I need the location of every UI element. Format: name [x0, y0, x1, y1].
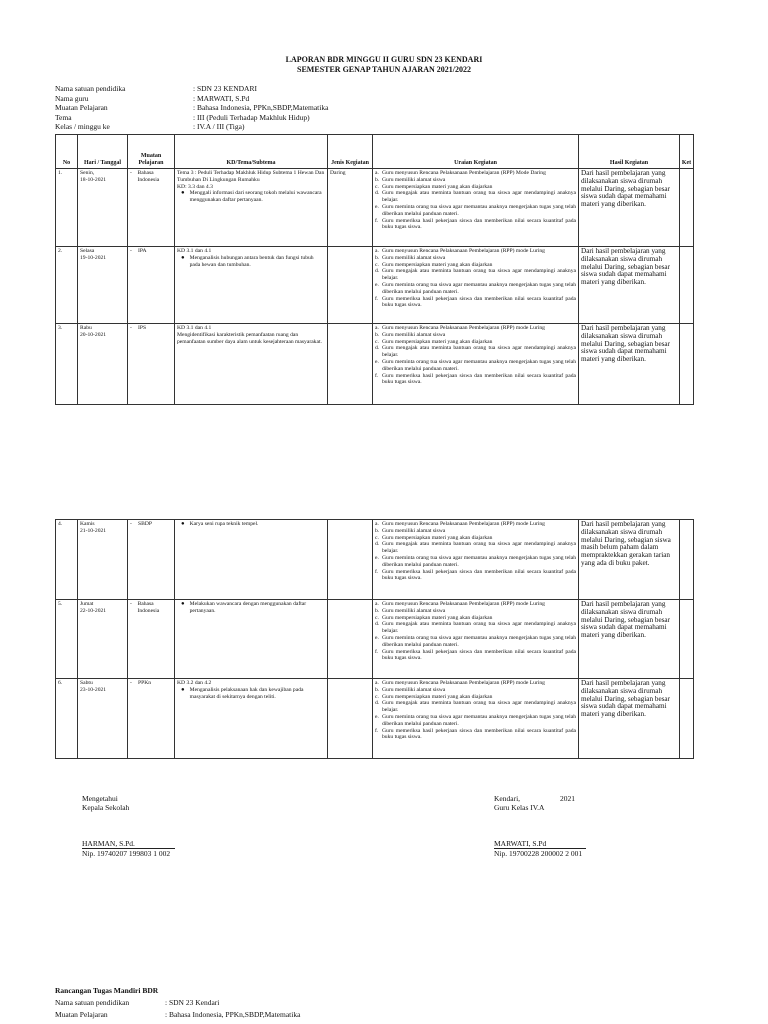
uraian-f: Guru memeriksa hasil pekerjaan siswa dan memberikan nilai secara kuantitaf pada buku tugas siswa. — [382, 568, 576, 582]
uraian-e: Guru meminta orang tua siswa agar memantau anaknya mengerjakan tugas yang telah diberikan melalui panduan materi. — [382, 634, 576, 648]
uraian-b: Guru memiliki alamat siswa — [382, 527, 446, 534]
day-name: Jumat — [80, 601, 94, 607]
uraian-c: Guru mempersiapkan materi yang akan diajarkan — [382, 183, 493, 190]
footer-value: : SDN 23 Kendari — [165, 998, 220, 1007]
header-no: No — [56, 135, 78, 169]
kd-bullet — [177, 687, 325, 701]
uraian-d: Guru mengajak atau meminta bantuan orang tua siswa agar mendampingi anaknya belajar. — [382, 621, 576, 635]
uraian-b: Guru memiliki alamat siswa — [382, 176, 446, 183]
info-row — [55, 122, 328, 132]
day-date: 23-10-2021 — [80, 686, 107, 693]
cell-kd — [175, 247, 328, 324]
footer-row — [55, 1009, 300, 1021]
cell-ket — [680, 169, 694, 247]
kd-bullet — [177, 190, 325, 204]
uraian-d: Guru mengajak atau meminta bantuan orang tua siswa agar mendampingi anaknya belajar. — [382, 268, 576, 282]
header-ket: Ket — [680, 135, 694, 169]
teacher-nip: Nip. 19700228 200002 2 001 — [494, 849, 583, 858]
day-date: 22-10-2021 — [80, 607, 107, 614]
cell-subject — [128, 520, 175, 600]
table-row — [56, 600, 694, 679]
subject-dash: - — [130, 325, 132, 331]
header-subject: Muatan Pelajaran — [128, 135, 175, 169]
bullet-icon: ● — [181, 190, 185, 197]
cell-day — [78, 169, 128, 247]
footer-label: Muatan Pelajaran — [55, 1010, 108, 1019]
table-row — [56, 520, 694, 600]
uraian-a: Guru menyusun Rencana Pelaksanaan Pembelajaran (RPP) mode Luring — [382, 325, 545, 331]
info-value: : IV.A / III (Tiga) — [193, 122, 245, 131]
info-row — [55, 84, 328, 94]
sign-right-line2: Guru Kelas IV.A — [494, 803, 545, 812]
footer-title: Rancangan Tugas Mandiri BDR — [55, 986, 159, 995]
cell-subject — [128, 600, 175, 679]
header-kd: KD/Tema/Subtema — [175, 135, 328, 169]
info-value: : Bahasa Indonesia, PPKn,SBDP,Matematika — [193, 103, 329, 112]
kd-text: KD 3.1 dan 4.1 — [177, 325, 212, 331]
subject-dash: - — [130, 521, 132, 527]
uraian-b: Guru memiliki alamat siswa — [382, 331, 446, 338]
report-table-page1 — [55, 134, 694, 405]
cell-ket — [680, 520, 694, 600]
cell-kd — [175, 600, 328, 679]
cell-day — [78, 520, 128, 600]
cell-jenis — [328, 679, 373, 759]
kd-subtext: Mengidentifikasi karakteristik pemanfaatan ruang dan pemanfaatan sumber daya alam untuk kesejahteraan masyarakat. — [177, 331, 322, 345]
table-row — [56, 169, 694, 247]
cell-jenis — [328, 520, 373, 600]
cell-day — [78, 324, 128, 405]
table-row — [56, 324, 694, 405]
cell-no: 3. — [56, 324, 78, 405]
cell-ket — [680, 247, 694, 324]
report-title — [0, 55, 768, 75]
cell-kd — [175, 169, 328, 247]
header-hasil: Hasil Kegiatan — [579, 135, 680, 169]
uraian-c: Guru mempersiapkan materi yang akan diajarkan — [382, 338, 493, 345]
info-label: Nama satuan pendidika — [55, 84, 126, 93]
bullet-text: Karya seni rupa teknik tempel. — [189, 521, 259, 527]
header-day: Hari / Tanggal — [78, 135, 128, 169]
cell-day — [78, 679, 128, 759]
cell-ket — [680, 324, 694, 405]
cell-no: 4. — [56, 520, 78, 600]
headmaster-name: HARMAN, S.Pd. — [82, 839, 175, 849]
cell-no: 1. — [56, 169, 78, 247]
uraian-f: Guru memeriksa hasil pekerjaan siswa dan memberikan nilai secara kuantitaf pada buku tugas siswa. — [382, 727, 576, 741]
sign-right-place: Kendari, — [494, 794, 521, 803]
uraian-d: Guru mengajak atau meminta bantuan orang tua siswa agar mendampingi anaknya belajar. — [382, 700, 576, 714]
cell-subject — [128, 324, 175, 405]
table-header-row — [56, 135, 694, 169]
subject-name: Bahasa Indonesia — [137, 170, 160, 183]
cell-uraian: a. Guru menyusun Rencana Pelaksanaan Pembelajaran (RPP) mode Luring b. Guru memiliki alamat siswa c. Guru mempersiapkan materi yang akan diajarkan d. Guru mengajak atau meminta bantuan orang tua siswa agar mendampingi anaknya belajar. e. Guru meminta orang tua siswa agar memantau anaknya mengerjakan tugas yang telah diberikan melalui panduan materi. f. Guru memeriksa hasil pekerjaan siswa dan memberikan nilai secara kuantitaf pada buku tugas siswa. — [373, 679, 579, 759]
uraian-b: Guru memiliki alamat siswa — [382, 254, 446, 261]
cell-jenis — [328, 324, 373, 405]
table-row — [56, 247, 694, 324]
cell-hasil: Dari hasil pembelajaran yang dilaksanakan siswa dirumah melalui Daring, sebagian besar siswa sudah dapat memahami materi yang diberikan. — [579, 324, 680, 405]
uraian-b: Guru memiliki alamat siswa — [382, 607, 446, 614]
cell-jenis: Daring — [328, 169, 373, 247]
bullet-icon: ● — [181, 254, 185, 261]
table-row — [56, 679, 694, 759]
cell-hasil: Dari hasil pembelajaran yang dilaksanakan siswa dirumah melalui Daring, sebagian siswa masih belum paham dalam mempraktekkan gerakan tarian yang ada di buku paket. — [579, 520, 680, 600]
cell-jenis — [328, 247, 373, 324]
footer-section — [55, 985, 300, 1021]
sign-left-line1: Mengetahui — [82, 794, 118, 803]
report-title-line2: SEMESTER GENAP TAHUN AJARAN 2021/2022 — [297, 65, 471, 74]
signature-teacher — [494, 794, 575, 812]
uraian-c: Guru mempersiapkan materi yang akan diajarkan — [382, 534, 493, 541]
header-uraian: Uraian Kegiatan — [373, 135, 579, 169]
cell-hasil: Dari hasil pembelajaran yang dilaksanakan siswa dirumah melalui Daring, sebagian besar siswa sudah dapat memahami materi yang diberikan. — [579, 247, 680, 324]
subject-dash: - — [130, 601, 132, 607]
footer-label: Nama satuan pendidikan — [55, 998, 130, 1007]
cell-kd — [175, 520, 328, 600]
cell-hasil: Dari hasil pembelajaran yang dilaksanakan siswa dirumah melalui Daring, sebagian besar siswa sudah dapat memahami materi yang diberikan. — [579, 679, 680, 759]
cell-hasil: Dari hasil pembelajaran yang dilaksanakan siswa dirumah melalui Daring, sebagian besar siswa sudah dapat memahami materi yang diberikan. — [579, 169, 680, 247]
info-row — [55, 94, 328, 104]
cell-subject — [128, 247, 175, 324]
info-value: : MARWATI, S.Pd — [193, 93, 250, 103]
uraian-a: Guru menyusun Rencana Pelaksanaan Pembelajaran (RPP) mode Luring — [382, 248, 545, 254]
cell-day — [78, 600, 128, 679]
kd-bullet — [177, 521, 325, 528]
day-date: 20-10-2021 — [80, 331, 107, 338]
kd-text: KD 3.1 dan 4.1 — [177, 248, 212, 254]
bullet-icon: ● — [181, 521, 185, 527]
cell-no: 5. — [56, 600, 78, 679]
day-name: Selasa — [80, 248, 95, 254]
uraian-f: Guru memeriksa hasil pekerjaan siswa dan memberikan nilai secara kuantitaf pada buku tugas siswa. — [382, 295, 576, 309]
subject-dash: - — [130, 170, 132, 176]
day-date: 18-10-2021 — [80, 176, 107, 183]
uraian-b: Guru memiliki alamat siswa — [382, 686, 446, 693]
footer-row — [55, 997, 300, 1009]
subject-name: PPKn — [138, 680, 152, 686]
day-name: Senin, — [80, 170, 95, 176]
kd-text: KD 3.2 dan 4.2 — [177, 680, 212, 686]
cell-uraian: a. Guru menyusun Rencana Pelaksanaan Pembelajaran (RPP) mode Luring b. Guru memiliki alamat siswa c. Guru mempersiapkan materi yang akan diajarkan d. Guru mengajak atau meminta bantuan orang tua siswa agar mendampingi anaknya belajar. e. Guru meminta orang tua siswa agar memantau anaknya mengerjakan tugas yang telah diberikan melalui panduan materi. f. Guru memeriksa hasil pekerjaan siswa dan memberikan nilai secara kuantitaf pada buku tugas siswa. — [373, 324, 579, 405]
uraian-a: Guru menyusun Rencana Pelaksanaan Pembelajaran (RPP) mode Luring — [382, 601, 545, 607]
teacher-name: MARWATI, S.Pd — [494, 839, 586, 849]
info-value: : III (Peduli Terhadap Makhluk Hidup) — [193, 112, 310, 122]
cell-subject — [128, 169, 175, 247]
cell-no: 2. — [56, 247, 78, 324]
uraian-e: Guru meminta orang tua siswa agar memantau anaknya mengerjakan tugas yang telah diberikan melalui panduan materi. — [382, 713, 576, 727]
day-date: 21-10-2021 — [80, 527, 107, 534]
info-row — [55, 113, 328, 123]
header-jenis: Jenis Kegiatan — [328, 135, 373, 169]
info-label: Kelas / minggu ke — [55, 122, 110, 131]
info-value: : SDN 23 KENDARI — [193, 84, 257, 93]
day-date: 19-10-2021 — [80, 254, 107, 261]
subject-dash: - — [130, 248, 132, 254]
bullet-text: Menganalisis pelaksanaan hak dan kewajiban pada masyarakat di sekitarnya dengan teliti. — [189, 686, 304, 700]
uraian-f: Guru memeriksa hasil pekerjaan siswa dan memberikan nilai secara kuantitaf pada buku tugas siswa. — [382, 648, 576, 662]
teacher-name-block — [494, 839, 586, 858]
subject-name: SBDP — [138, 521, 152, 527]
headmaster-name-block — [82, 839, 175, 858]
uraian-f: Guru memeriksa hasil pekerjaan siswa dan memberikan nilai secara kuantitaf pada buku tugas siswa. — [382, 372, 576, 386]
info-label: Muatan Pelajaran — [55, 103, 108, 112]
bullet-text: Menggali informasi dari seorang tokoh melalui wawancara menggunakan daftar pertanyaan. — [189, 190, 322, 204]
subject-name: Bahasa Indonesia — [137, 601, 160, 614]
uraian-c: Guru mempersiapkan materi yang akan diajarkan — [382, 261, 493, 268]
info-row — [55, 103, 328, 113]
subject-dash: - — [130, 680, 132, 686]
headmaster-nip: Nip. 19740207 199803 1 002 — [82, 849, 171, 858]
subject-name: IPA — [138, 248, 147, 254]
kd-text: Tema 3 : Peduli Terhadap Makhluk Hidup Subtema 1 Hewan Dan Tumbuhan Di Lingkungan Rumahku — [177, 170, 325, 183]
cell-ket — [680, 600, 694, 679]
signature-headmaster — [82, 794, 129, 812]
cell-uraian: a. Guru menyusun Rencana Pelaksanaan Pembelajaran (RPP) mode Luring b. Guru memiliki alamat siswa c. Guru mempersiapkan materi yang akan diajarkan d. Guru mengajak atau meminta bantuan orang tua siswa agar mendampingi anaknya belajar. e. Guru meminta orang tua siswa agar memantau anaknya mengerjakan tugas yang telah diberikan melalui panduan materi. f. Guru memeriksa hasil pekerjaan siswa dan memberikan nilai secara kuantitaf pada buku tugas siswa. — [373, 600, 579, 679]
uraian-a: Guru menyusun Rencana Pelaksanaan Pembelajaran (RPP) mode Luring — [382, 521, 545, 527]
report-table-page2 — [55, 519, 694, 759]
cell-uraian: a. Guru menyusun Rencana Pelaksanaan Pembelajaran (RPP) Mode Daring b. Guru memiliki alamat siswa c. Guru mempersiapkan materi yang akan diajarkan d. Guru mengajak atau meminta bantuan orang tua siswa agar mendampingi anaknya belajar. e. Guru meminta orang tua siswa agar memantau anaknya mengerjakan tugas yang telah diberikan melalui panduan materi. f. Guru memeriksa hasil pekerjaan siswa dan memberikan nilai secara kuantitaf pada buku tugas siswa. — [373, 169, 579, 247]
bullet-icon: ● — [181, 686, 185, 693]
uraian-e: Guru meminta orang tua siswa agar memantau anaknya mengerjakan tugas yang telah diberikan melalui panduan materi. — [382, 554, 576, 568]
uraian-d: Guru mengajak atau meminta bantuan orang tua siswa agar mendampingi anaknya belajar. — [382, 345, 576, 359]
footer-value: : Bahasa Indonesia, PPKn,SBDP,Matematika — [165, 1010, 301, 1019]
kd-subtext: KD: 3.3 dan 4.3 — [177, 183, 213, 190]
uraian-e: Guru meminta orang tua siswa agar memantau anaknya mengerjakan tugas yang telah diberikan melalui panduan materi. — [382, 203, 576, 217]
uraian-a: Guru menyusun Rencana Pelaksanaan Pembelajaran (RPP) Mode Daring — [382, 170, 546, 176]
info-label: Nama guru — [55, 93, 89, 103]
uraian-e: Guru meminta orang tua siswa agar memantau anaknya mengerjakan tugas yang telah diberikan melalui panduan materi. — [382, 281, 576, 295]
cell-kd — [175, 324, 328, 405]
kd-bullet — [177, 255, 325, 269]
cell-kd — [175, 679, 328, 759]
uraian-e: Guru meminta orang tua siswa agar memantau anaknya mengerjakan tugas yang telah diberikan melalui panduan materi. — [382, 358, 576, 372]
cell-uraian: a. Guru menyusun Rencana Pelaksanaan Pembelajaran (RPP) mode Luring b. Guru memiliki alamat siswa c. Guru mempersiapkan materi yang akan diajarkan d. Guru mengajak atau meminta bantuan orang tua siswa agar mendampingi anaknya belajar. e. Guru meminta orang tua siswa agar memantau anaknya mengerjakan tugas yang telah diberikan melalui panduan materi. f. Guru memeriksa hasil pekerjaan siswa dan memberikan nilai secara kuantitaf pada buku tugas siswa. — [373, 520, 579, 600]
day-name: Sabtu — [80, 680, 93, 686]
info-block — [55, 84, 328, 132]
uraian-c: Guru mempersiapkan materi yang akan diajarkan — [382, 693, 493, 700]
sign-right-year: 2021 — [560, 794, 576, 803]
report-title-line1: LAPORAN BDR MINGGU II GURU SDN 23 KENDARI — [285, 55, 483, 64]
cell-ket — [680, 679, 694, 759]
sign-left-line2: Kepala Sekolah — [82, 803, 130, 812]
uraian-d: Guru mengajak atau meminta bantuan orang tua siswa agar mendampingi anaknya belajar. — [382, 190, 576, 204]
info-label: Tema — [55, 112, 72, 122]
cell-uraian: a. Guru menyusun Rencana Pelaksanaan Pembelajaran (RPP) mode Luring b. Guru memiliki alamat siswa c. Guru mempersiapkan materi yang akan diajarkan d. Guru mengajak atau meminta bantuan orang tua siswa agar mendampingi anaknya belajar. e. Guru meminta orang tua siswa agar memantau anaknya mengerjakan tugas yang telah diberikan melalui panduan materi. f. Guru memeriksa hasil pekerjaan siswa dan memberikan nilai secara kuantitaf pada buku tugas siswa. — [373, 247, 579, 324]
cell-hasil: Dari hasil pembelajaran yang dilaksanakan siswa dirumah melalui Daring, sebagian besar siswa sudah dapat memahami materi yang diberikan. — [579, 600, 680, 679]
subject-name: IPS — [138, 325, 147, 331]
kd-bullet — [177, 601, 325, 615]
uraian-a: Guru menyusun Rencana Pelaksanaan Pembelajaran (RPP) mode Luring — [382, 680, 545, 686]
cell-subject — [128, 679, 175, 759]
bullet-icon: ● — [181, 601, 185, 607]
bullet-text: Melakukan wawancara dengan menggunakan daftar pertanyaan. — [189, 601, 307, 614]
cell-no: 6. — [56, 679, 78, 759]
uraian-d: Guru mengajak atau meminta bantuan orang tua siswa agar mendampingi anaknya belajar. — [382, 541, 576, 555]
day-name: Kamis — [80, 521, 95, 527]
uraian-c: Guru mempersiapkan materi yang akan diajarkan — [382, 614, 493, 621]
cell-jenis — [328, 600, 373, 679]
cell-day — [78, 247, 128, 324]
bullet-text: Menganalisis hubungan antara bentuk dan fungsi tubuh pada hewan dan tumbuhan. — [189, 254, 314, 268]
uraian-f: Guru memeriksa hasil pekerjaan siswa dan memberikan nilai secara kuantitaf pada buku tugas siswa. — [382, 217, 576, 231]
day-name: Rabu — [80, 325, 92, 331]
